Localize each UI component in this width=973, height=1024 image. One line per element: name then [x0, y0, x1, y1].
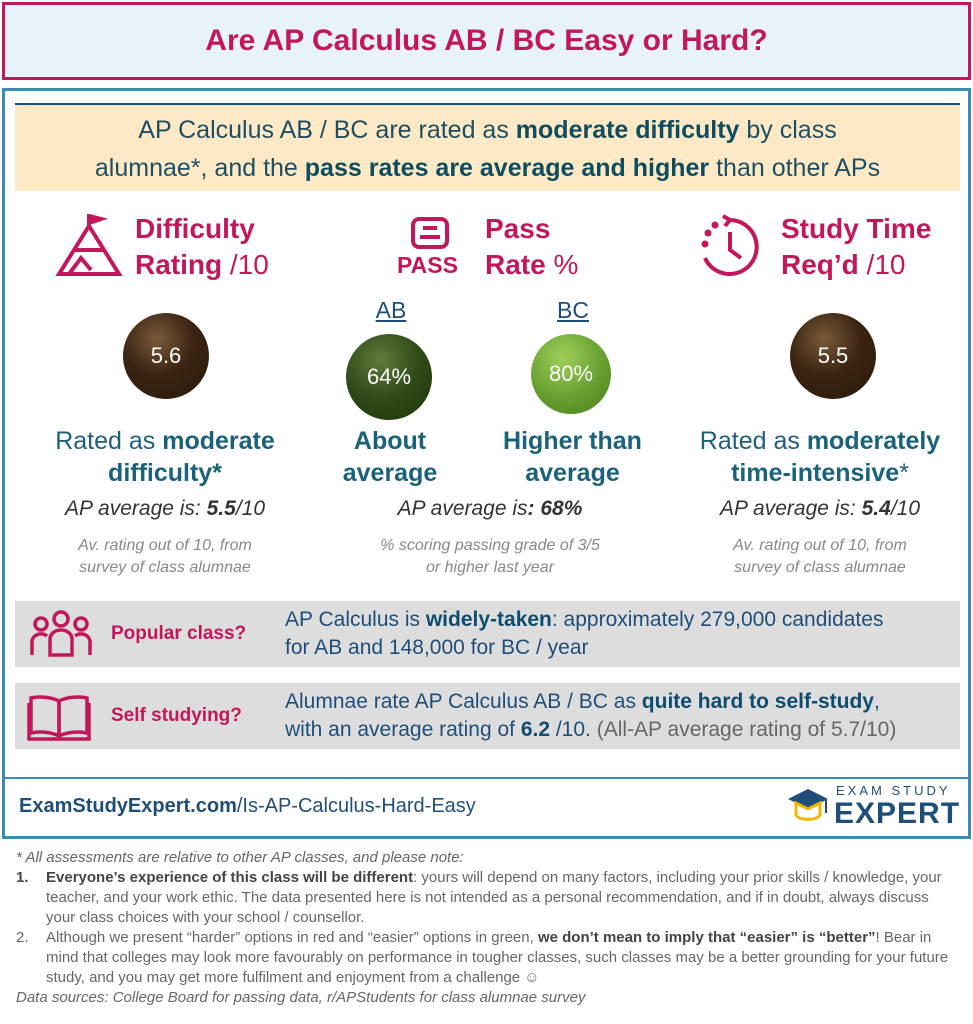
footnote-item	[16, 928, 961, 988]
difficulty-header	[55, 211, 269, 283]
study-header	[697, 211, 931, 283]
footnotes	[16, 848, 961, 1008]
row-text-bold: 6.2	[520, 718, 551, 741]
title-bar	[2, 2, 971, 80]
bc-verdict-line2: average	[525, 459, 620, 487]
footnote-text: Although we present “harder” options in red and “easier” options in green,	[46, 929, 538, 946]
self-study-label: Self studying?	[111, 705, 242, 726]
brand-logo	[786, 783, 961, 831]
avg-value: 5.5	[206, 497, 236, 520]
pass-icon-text: PASS	[397, 252, 458, 278]
pass-ap-average	[335, 497, 645, 521]
ab-pass-rate: 64%	[366, 364, 412, 389]
note-line: % scoring passing grade of 3/5	[380, 537, 600, 554]
logo-top-text: EXAM STUDY	[836, 783, 951, 798]
ab-verdict	[325, 425, 455, 489]
study-head-line2: Req’d	[781, 249, 859, 280]
row-text-part: with an average rating of	[285, 718, 521, 741]
bc-label: BC	[557, 297, 589, 323]
bc-verdict	[485, 425, 660, 489]
avg-suffix: /10	[235, 497, 266, 520]
difficulty-head-unit: /10	[222, 249, 269, 280]
ab-verdict-line1: About	[353, 427, 427, 455]
self-study-row	[15, 683, 960, 749]
url-path: /Is-AP-Calculus-Hard-Easy	[236, 795, 476, 817]
avg-label: AP average is	[397, 497, 528, 520]
self-study-text	[285, 688, 896, 744]
avg-value: 5.4	[861, 497, 891, 520]
source-url[interactable]	[19, 795, 476, 818]
footer-bar	[2, 777, 971, 839]
difficulty-score-ball	[123, 313, 209, 399]
footnote-bold: we don’t mean to imply that “easier” is “better”	[537, 929, 876, 946]
ab-verdict-line2: average	[342, 459, 438, 487]
intro-bold: pass rates are average and higher	[304, 154, 710, 182]
pass-header	[397, 211, 578, 283]
note-line: Av. rating out of 10, from	[78, 537, 252, 554]
main-panel	[2, 88, 971, 838]
avg-suffix: /10	[890, 497, 921, 520]
popular-class-row	[15, 601, 960, 667]
pass-note	[335, 535, 645, 579]
mountain-flag-icon	[55, 214, 123, 280]
bc-verdict-line1: Higher than	[503, 427, 642, 455]
open-book-icon	[27, 693, 91, 741]
verdict-bold: difficulty*	[108, 459, 222, 487]
footnote-text: ! Bear in mind that colleges may look more favourably on performance in tougher classes, such classes may be a better grounding for your future study, and you may get more fulfilment and enjoyment from a challenge ☺	[46, 929, 949, 986]
row-text-part: Alumnae rate AP Calculus AB / BC as	[285, 690, 642, 713]
verdict-bold: moderately	[806, 427, 941, 455]
footnote-bold: Everyone’s experience of this class will be different	[46, 869, 414, 886]
difficulty-head-line1: Difficulty	[135, 213, 255, 244]
url-domain: ExamStudyExpert.com	[19, 795, 237, 817]
avg-value: : 68%	[527, 497, 583, 520]
note-line: survey of class alumnae	[79, 559, 251, 576]
bc-pass-rate: 80%	[548, 361, 594, 386]
intro-text: than other APs	[709, 154, 881, 182]
footnote-intro: * All assessments are relative to other AP classes, and please note:	[16, 849, 464, 866]
verdict-text: Rated as	[699, 427, 807, 455]
footnote-number: 1.	[16, 869, 29, 886]
verdict-bold: time-intensive	[731, 459, 900, 487]
intro-summary	[15, 103, 960, 191]
row-text-bold: quite hard to self-study	[641, 690, 874, 713]
study-note	[675, 535, 965, 579]
intro-bold: moderate difficulty	[515, 116, 740, 144]
bc-pass-ball	[531, 334, 611, 414]
difficulty-head-line2: Rating	[135, 249, 223, 280]
footnote-number: 2.	[16, 929, 29, 946]
page-title: Are AP Calculus AB / BC Easy or Hard?	[205, 24, 768, 57]
row-text-part: for AB and 148,000 for BC / year	[285, 636, 589, 659]
difficulty-score: 5.6	[150, 343, 182, 368]
study-head-line1: Study Time	[781, 213, 932, 244]
ab-label: AB	[375, 297, 407, 323]
avg-label: AP average is:	[719, 497, 862, 520]
row-text-part: /10.	[550, 718, 597, 741]
footnote-item	[16, 868, 961, 928]
pass-head-line2: Rate	[485, 249, 546, 280]
study-verdict	[675, 425, 965, 489]
verdict-text: Rated as	[55, 427, 163, 455]
pass-head-line1: Pass	[485, 213, 551, 244]
study-ap-average	[675, 497, 965, 521]
verdict-star: *	[899, 459, 909, 487]
intro-text: AP Calculus AB / BC are rated as	[138, 116, 516, 144]
difficulty-verdict	[25, 425, 305, 489]
graduation-cap-icon	[786, 787, 830, 827]
row-text-part: ,	[873, 690, 880, 713]
ab-pass-ball	[346, 334, 432, 420]
logo-main-text: EXPERT	[834, 797, 961, 830]
study-head-unit: /10	[858, 249, 906, 280]
note-line: Av. rating out of 10, from	[733, 537, 907, 554]
row-text-part: : approximately 279,000 candidates	[551, 608, 884, 631]
difficulty-note	[25, 535, 305, 579]
note-line: survey of class alumnae	[734, 559, 906, 576]
footnote-text: : yours will depend on many factors, including your prior skills / knowledge, your teacher, and your work ethic. The data presented here is not intended as a personal recommendation, and if in doubt, always discuss your class choices with your school / counsellor.	[46, 869, 942, 926]
difficulty-ap-average	[25, 497, 305, 521]
verdict-bold: moderate	[162, 427, 275, 455]
popular-class-text	[285, 606, 883, 662]
row-text-gray: (All-AP average rating of 5.7/10)	[596, 718, 897, 741]
intro-text: by class	[739, 116, 837, 144]
pass-icon	[397, 214, 463, 280]
study-score-ball	[790, 313, 876, 399]
clock-icon	[697, 214, 763, 280]
row-text-bold: widely-taken	[425, 608, 552, 631]
study-score: 5.5	[817, 343, 849, 368]
people-icon	[29, 609, 93, 657]
intro-text: alumnae*, and the	[94, 154, 305, 182]
avg-label: AP average is:	[64, 497, 207, 520]
pass-cup-icon	[410, 216, 450, 250]
pass-head-unit: %	[545, 249, 579, 280]
note-line: or higher last year	[425, 559, 555, 576]
popular-class-label: Popular class?	[111, 623, 247, 644]
data-sources: Data sources: College Board for passing data, r/APStudents for class alumnae survey	[16, 989, 586, 1006]
row-text-part: AP Calculus is	[285, 608, 426, 631]
